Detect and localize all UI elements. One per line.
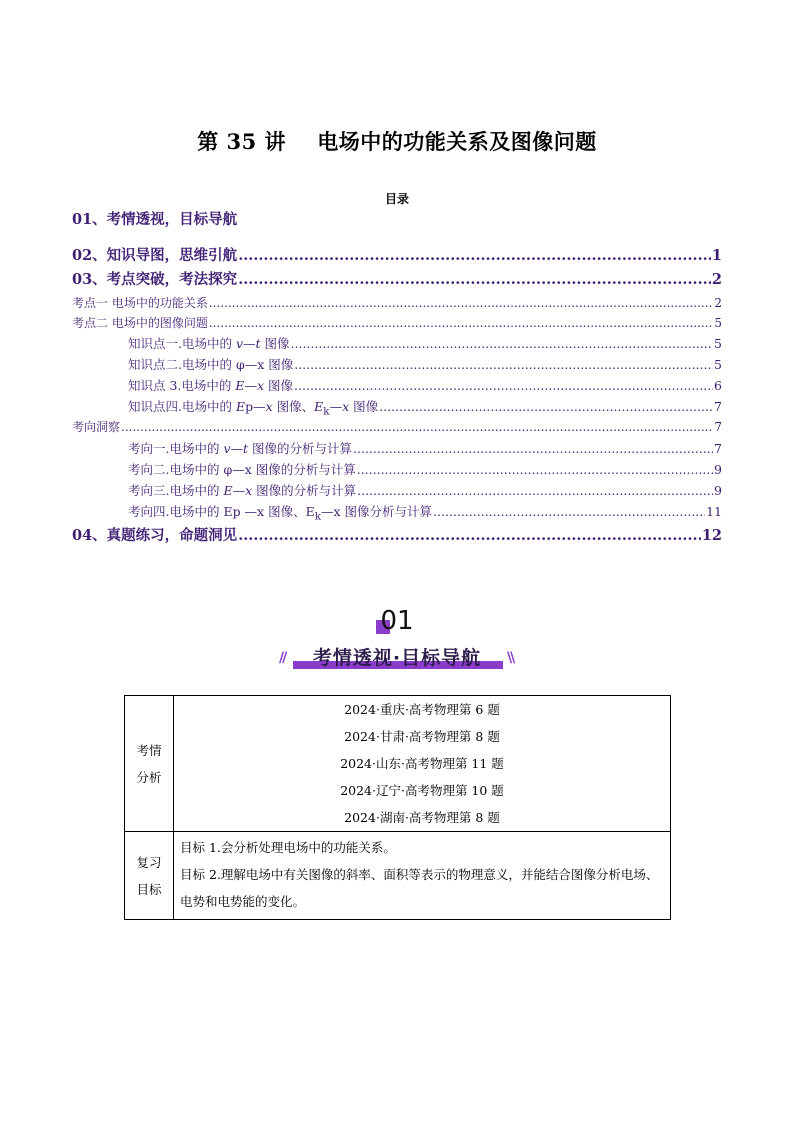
toc-entry-kaodian-1[interactable]: 考点一 电场中的功能关系 ..... 2	[72, 294, 722, 311]
exam-item: 2024·湖南·高考物理第 8 题	[344, 810, 500, 825]
toc-entry-zhishidian-3[interactable]: 知识点 3.电场中的 E—x 图像 ..... 6	[128, 376, 722, 394]
toc-page-number: 1	[711, 247, 722, 264]
toc-entry-03[interactable]: 03、考点突破，考法探究 ..... 2	[72, 268, 722, 289]
table-row-goals	[125, 832, 671, 920]
toc-entry-zhishidian-2[interactable]: 知识点二.电场中的 φ—x 图像 ..... 5	[128, 355, 722, 373]
toc-page-number: 9	[714, 462, 722, 477]
toc-entry-kaoxiang-3[interactable]: 考向三.电场中的 E—x 图像的分析与计算 ..... 9	[128, 481, 722, 499]
toc-heading: 目录	[384, 192, 409, 206]
toc-page-number: 5	[714, 357, 722, 372]
toc-page-number: 5	[714, 316, 722, 330]
toc-page-number: 6	[714, 378, 722, 393]
section-number: 01	[380, 606, 414, 636]
toc-entry-kaodian-2[interactable]: 考点二 电场中的图像问题 ..... 5	[72, 314, 722, 331]
section-title: 考情透视·目标导航	[312, 647, 482, 669]
toc-page-number: 11	[706, 504, 722, 519]
toc-entry-kaoxiang-dongcha[interactable]: 考向洞察 ..... 7	[72, 418, 722, 435]
toc-entry-01[interactable]: 01、考情透视，目标导航	[72, 211, 238, 228]
toc-entry-02[interactable]: 02、知识导图，思维引航 ..... 1	[72, 244, 722, 265]
toc-entry-zhishidian-1[interactable]: 知识点一.电场中的 v—t 图像 ..... 5	[128, 334, 722, 352]
section-slash-left: //	[279, 650, 286, 666]
section-slash-right: \\	[507, 650, 514, 666]
table-row-analysis	[125, 696, 671, 832]
exam-item: 2024·辽宁·高考物理第 10 题	[340, 783, 504, 798]
toc-entry-04[interactable]: 04、真题练习，命题洞见 ..... 12	[72, 524, 722, 545]
toc-page-number: 12	[701, 527, 722, 544]
toc-page-number: 9	[714, 483, 722, 498]
document-title: 第 35 讲 电场中的功能关系及图像问题	[197, 129, 597, 154]
toc-entry-kaoxiang-1[interactable]: 考向一.电场中的 v—t 图像的分析与计算 ..... 7	[128, 439, 722, 457]
toc-page-number: 7	[714, 441, 722, 456]
toc-entry-kaoxiang-2[interactable]: 考向二.电场中的 φ—x 图像的分析与计算 ..... 9	[128, 460, 722, 478]
exam-info-table	[124, 695, 671, 920]
goal-item: 目标 1.会分析处理电场中的功能关系。	[180, 840, 396, 855]
row-label-analysis: 考情 分析	[125, 696, 174, 832]
toc-page-number: 2	[711, 271, 722, 288]
toc-entry-kaoxiang-4[interactable]: 考向四.电场中的 Ep —x 图像、$E_k—x$ 图像分析与计算 ..... 11	[128, 502, 722, 523]
toc-page-number: 2	[714, 296, 722, 310]
exam-item: 2024·甘肃·高考物理第 8 题	[344, 729, 500, 744]
goal-list	[174, 832, 671, 920]
row-label-goals: 复习 目标	[125, 832, 174, 920]
exam-list	[174, 696, 671, 832]
toc-page-number: 7	[714, 399, 722, 414]
goal-item: 目标 2.理解电场中有关图像的斜率、面积等表示的物理意义，并能结合图像分析电场、电势和电势能的变化。	[180, 867, 659, 909]
toc-page-number: 5	[714, 336, 722, 351]
toc-entry-zhishidian-4[interactable]: 知识点四.电场中的 Ep—x 图像、$E_k—x$ 图像 ..... 7	[128, 397, 722, 418]
toc-page-number: 7	[714, 420, 722, 434]
exam-item: 2024·山东·高考物理第 11 题	[340, 756, 504, 771]
exam-item: 2024·重庆·高考物理第 6 题	[344, 702, 500, 717]
